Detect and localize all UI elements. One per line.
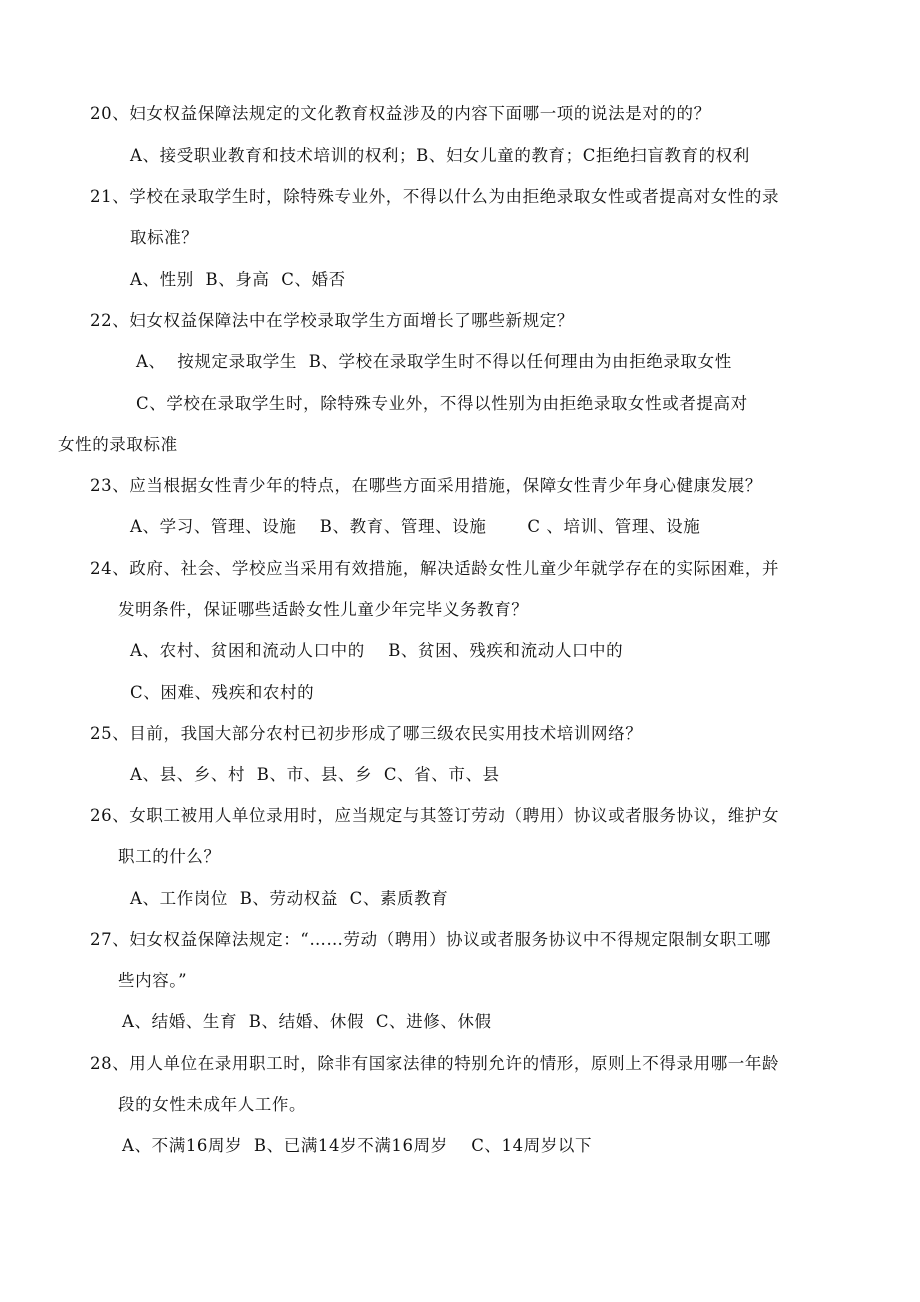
question-20-text: 20、妇女权益保障法规定的文化教育权益涉及的内容下面哪一项的说法是对的的？ [90,104,711,123]
question-21-options: A、性别 B、身高 C、婚否 [130,270,346,289]
question-25-text: 25、目前，我国大部分农村已初步形成了哪三级农民实用技术培训网络？ [90,724,643,743]
question-21-text-cont: 取标准？ [130,228,199,247]
question-27-text: 27、妇女权益保障法规定：“……劳动（聘用）协议或者服务协议中不得规定限制女职工哪 [90,930,772,949]
question-28-options: A、不满16周岁 B、已满14岁不满16周岁 C、14周岁以下 [122,1136,593,1155]
question-22-text: 22、妇女权益保障法中在学校录取学生方面增长了哪些新规定？ [90,311,574,330]
question-24-options-2: C、困难、残疾和农村的 [130,683,315,702]
question-28-text: 28、用人单位在录用职工时，除非有国家法律的特别允许的情形，原则上不得录用哪一年龄 [90,1054,780,1073]
question-28-text-cont: 段的女性未成年人工作。 [118,1095,307,1114]
question-24-text-cont: 发明条件，保证哪些适龄女性儿童少年完毕义务教育？ [118,600,529,619]
question-24-options-1: A、农村、贫困和流动人口中的 B、贫困、残疾和流动人口中的 [130,641,624,660]
question-22-options-1: A、 按规定录取学生 B、学校在录取学生时不得以任何理由为由拒绝录取女性 [136,352,732,371]
question-20-options: A、接受职业教育和技术培训的权利；B、妇女儿童的教育；C拒绝扫盲教育的权利 [130,146,750,165]
question-22-options-3: 女性的录取标准 [58,435,178,454]
question-23-options: A、学习、管理、设施 B、教育、管理、设施 C 、培训、管理、设施 [130,517,701,536]
question-24-text: 24、政府、社会、学校应当采用有效措施，解决适龄女性儿童少年就学存在的实际困难，并 [90,559,780,578]
question-27-options: A、结婚、生育 B、结婚、休假 C、进修、休假 [122,1012,492,1031]
question-21-text: 21、学校在录取学生时，除特殊专业外，不得以什么为由拒绝录取女性或者提高对女性的录 [90,187,780,206]
question-27-text-cont: 些内容。” [118,971,188,990]
question-22-options-2: C、学校在录取学生时，除特殊专业外，不得以性别为由拒绝录取女性或者提高对 [136,394,748,413]
question-26-text-cont: 职工的什么？ [118,847,221,866]
question-25-options: A、县、乡、村 B、市、县、乡 C、省、市、县 [130,765,500,784]
question-26-text: 26、女职工被用人单位录用时，应当规定与其签订劳动（聘用）协议或者服务协议，维护女 [90,806,780,825]
question-26-options: A、工作岗位 B、劳动权益 C、素质教育 [130,889,449,908]
question-23-text: 23、应当根据女性青少年的特点，在哪些方面采用措施，保障女性青少年身心健康发展？ [90,476,762,495]
